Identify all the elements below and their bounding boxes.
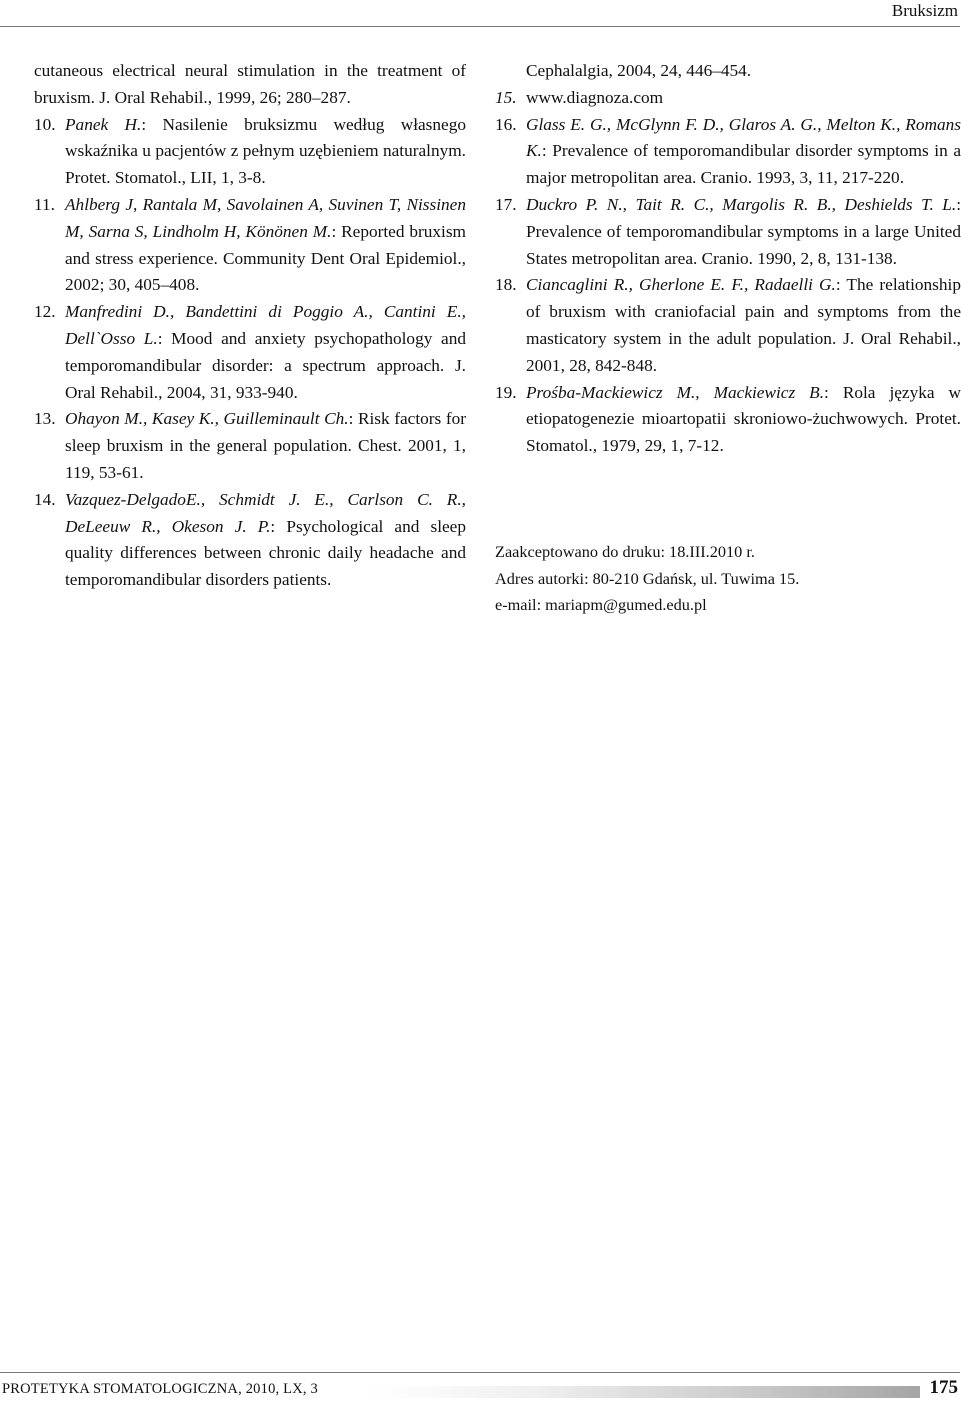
reference-item — [495, 192, 961, 272]
accepted-date: Zaakceptowano do druku: 18.III.2010 r. — [495, 542, 755, 561]
running-head-title: Bruksizm — [891, 1, 958, 20]
reference-text — [495, 58, 961, 85]
reference-item — [34, 192, 466, 299]
reference-number: 14. — [34, 489, 56, 509]
reference-item — [34, 299, 466, 406]
page-footer — [0, 1372, 960, 1402]
footer-gradient-bar — [368, 1386, 920, 1398]
reference-citation: : Psychological and sleep quality differences between chronic daily headache and temporomandibular disorders patients. — [65, 516, 466, 590]
reference-continuation — [495, 58, 961, 85]
reference-citation: : Nasilenie bruksizmu według własnego wskaźnika u pacjentów z pełnym uzębieniem naturalnym. Protet. Stomatol., LII, 1, 3-8. — [65, 114, 466, 188]
references-left-column — [34, 58, 466, 594]
reference-authors: Ahlberg J, Rantala M, Savolainen A, Suvinen T, Nissinen M, Sarna S, Lindholm H, Könönen M. — [65, 194, 466, 241]
reference-text — [65, 112, 466, 192]
reference-authors: Glass E. G., McGlynn F. D., Glaros A. G., Melton K., Romans K. — [526, 114, 961, 161]
author-address: Adres autorki: 80-210 Gdańsk, ul. Tuwima 15. — [495, 568, 800, 588]
reference-number: 18. — [495, 275, 517, 295]
reference-text — [526, 272, 961, 379]
author-email[interactable]: e-mail: mariapm@gumed.edu.pl — [495, 595, 707, 615]
reference-item — [495, 380, 961, 460]
reference-number: 19. — [495, 382, 517, 402]
reference-citation: Cephalalgia, 2004, 24, 446–454. — [526, 61, 752, 80]
reference-continuation — [34, 58, 466, 112]
reference-authors: Ohayon M., Kasey K., Guilleminault Ch. — [65, 409, 349, 429]
reference-authors: Vazquez-DelgadoE., Schmidt J. E., Carlson C. R., DeLeeuw R., Okeson J. P. — [65, 489, 466, 536]
reference-text — [526, 192, 961, 272]
reference-item — [34, 112, 466, 192]
reference-number: 10. — [34, 114, 56, 134]
reference-text — [34, 58, 466, 112]
reference-citation: cutaneous electrical neural stimulation in the treatment of bruxism. J. Oral Rehabil., 1999, 26; 280–287. — [34, 61, 466, 107]
reference-item — [495, 85, 961, 112]
reference-number: 13. — [34, 409, 56, 429]
reference-number: 15. — [495, 87, 517, 107]
reference-citation: : Mood and anxiety psychopathology and temporomandibular disorder: a spectrum approach. J. Oral Rehabil., 2004, 31, 933-940. — [65, 328, 466, 402]
reference-number: 12. — [34, 302, 56, 322]
reference-authors: Prośba-Mackiewicz M., Mackiewicz B. — [526, 382, 825, 402]
reference-authors: Panek H. — [65, 114, 142, 134]
reference-citation: : Prevalence of temporomandibular disorder symptoms in a major metropolitan area. Cranio. 1993, 3, 11, 217-220. — [526, 141, 961, 188]
reference-authors: Manfredini D., Bandettini di Poggio A., Cantini E., Dell`Osso L. — [65, 302, 466, 348]
reference-text — [65, 299, 466, 406]
reference-citation: www.diagnoza.com — [526, 87, 664, 107]
reference-item — [34, 487, 466, 594]
journal-name: PROTETYKA STOMATOLOGICZNA, 2010, LX, 3 — [2, 1381, 319, 1397]
reference-text — [65, 487, 466, 594]
reference-citation: : Prevalence of temporomandibular symptoms in a large United States metropolitan area. Cranio. 1990, 2, 8, 131-138. — [526, 194, 961, 268]
reference-citation: : Risk factors for sleep bruxism in the general population. Chest. 2001, 1, 119, 53-61. — [65, 409, 466, 482]
reference-item — [495, 272, 961, 379]
reference-number: 17. — [495, 194, 517, 214]
reference-authors: Duckro P. N., Tait R. C., Margolis R. B., Deshields T. L. — [526, 194, 957, 214]
article-notes — [495, 539, 935, 619]
reference-citation: : The relationship of bruxism with craniofacial pain and symptoms from the masticatory system in the adult population. J. Oral Rehabil., 2001, 28, 842-848. — [526, 275, 961, 375]
running-head — [0, 0, 960, 27]
reference-item — [34, 406, 466, 486]
reference-number: 16. — [495, 114, 517, 134]
reference-authors: Ciancaglini R., Gherlone E. F., Radaelli G. — [526, 275, 836, 295]
reference-citation: : Reported bruxism and stress experience. Community Dent Oral Epidemiol., 2002; 30, 405–408. — [65, 221, 466, 295]
reference-text — [65, 406, 466, 486]
reference-item — [495, 112, 961, 192]
page-number: 175 — [929, 1377, 958, 1398]
reference-citation: : Rola języka w etiopatogenezie mioartopatii skroniowo-żuchwowych. Protet. Stomatol., 1979, 29, 1, 7-12. — [526, 382, 961, 456]
references-right-column — [495, 58, 961, 460]
reference-text — [526, 112, 961, 192]
reference-text — [65, 192, 466, 299]
reference-text — [526, 380, 961, 460]
reference-text — [526, 85, 961, 112]
reference-number: 11. — [34, 194, 55, 214]
